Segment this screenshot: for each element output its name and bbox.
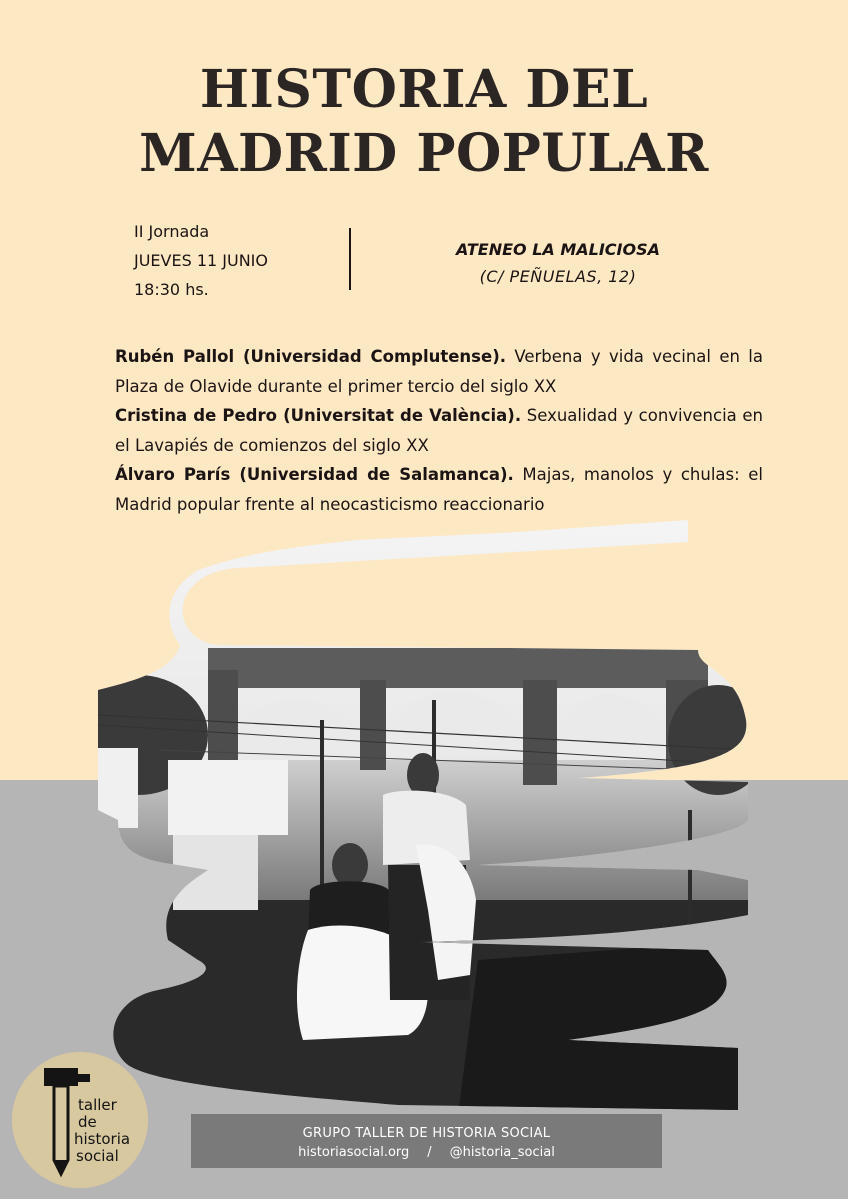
- website-link[interactable]: historiasocial.org: [298, 1145, 410, 1160]
- talks-list: [115, 342, 763, 519]
- event-location: [408, 236, 708, 290]
- historic-photo: [98, 520, 750, 1115]
- talk-speaker: Álvaro París (Universidad de Salamanca).: [115, 465, 514, 484]
- venue-name: ATENEO LA MALICIOSA: [456, 240, 660, 259]
- talk-item: [115, 460, 763, 519]
- event-time: 18:30 hs.: [134, 280, 209, 299]
- vertical-divider: [349, 228, 351, 290]
- poster-title: [0, 58, 848, 186]
- logo-text-line-3: historia: [74, 1130, 131, 1148]
- social-handle-link[interactable]: @historia_social: [449, 1145, 555, 1160]
- talk-topic: Majas, manolos y chulas: el Madrid popular frente al neocasticismo reaccionario: [115, 465, 763, 514]
- footer-links: [191, 1143, 662, 1163]
- talk-topic: Verbena y vida vecinal en la Plaza de Olavide durante el primer tercio del siglo XX: [115, 347, 763, 396]
- event-details: [134, 217, 268, 304]
- footer-separator: /: [427, 1145, 432, 1160]
- logo-text-line-2: de: [78, 1113, 97, 1131]
- event-edition: II Jornada: [134, 222, 210, 241]
- talk-item: [115, 401, 763, 460]
- talk-topic: Sexualidad y convivencia en el Lavapiés de comienzos del siglo XX: [115, 406, 763, 455]
- taller-historia-social-logo: [12, 1052, 148, 1188]
- footer-org-name: GRUPO TALLER DE HISTORIA SOCIAL: [302, 1126, 551, 1141]
- talk-item: [115, 342, 763, 401]
- footer-box: [191, 1114, 662, 1168]
- talk-speaker: Cristina de Pedro (Universitat de València).: [115, 406, 522, 425]
- logo-text-line-4: social: [76, 1147, 119, 1165]
- venue-address: (C/ PEÑUELAS, 12): [479, 267, 637, 286]
- talk-speaker: Rubén Pallol (Universidad Complutense).: [115, 347, 506, 366]
- logo-text-line-1: taller: [78, 1096, 117, 1114]
- title-line-1: HISTORIA DEL: [199, 59, 649, 120]
- title-line-2: MADRID POPULAR: [139, 123, 709, 184]
- event-date: JUEVES 11 JUNIO: [134, 251, 268, 270]
